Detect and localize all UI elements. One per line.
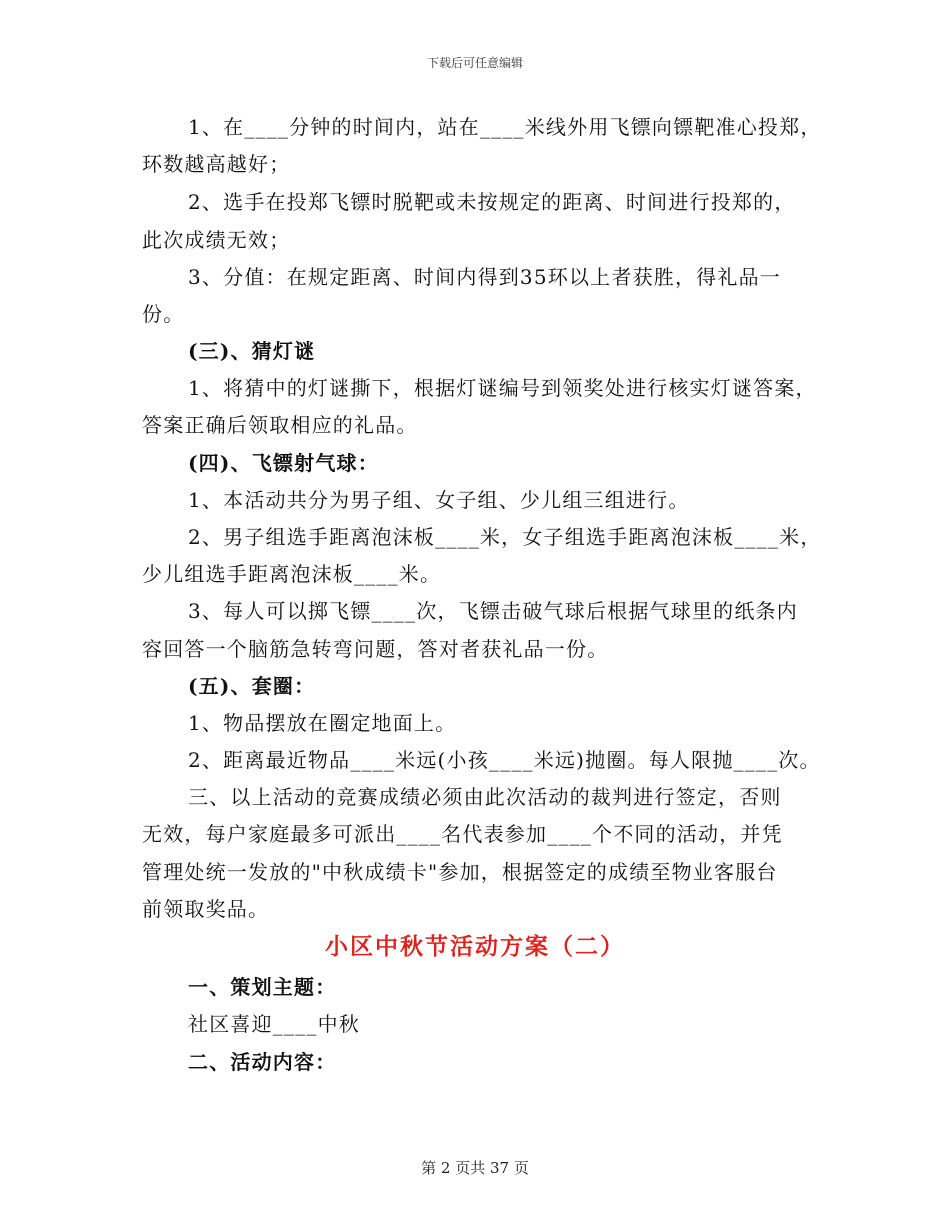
paragraph-line: 1、物品摆放在圈定地面上。 — [188, 711, 457, 735]
paragraph-line: 2、选手在投郑飞镖时脱靶或未按规定的距离、时间进行投郑的， — [188, 190, 796, 214]
paragraph-line: 此次成绩无效； — [142, 228, 291, 252]
subheading-dart-balloons: (四)、飞镖射气球： — [188, 451, 379, 475]
paragraph-line: 无效，每户家庭最多可派出____名代表参加____个不同的活动，并凭 — [142, 822, 783, 846]
paragraph-line: 容回答一个脑筋急转弯问题，答对者获礼品一份。 — [142, 637, 609, 661]
section-title: 小区中秋节活动方案（二） — [325, 933, 625, 960]
paragraph-line: 三、以上活动的竞赛成绩必须由此次活动的裁判进行签定，否则 — [188, 785, 782, 809]
paragraph-line: 1、将猜中的灯谜撕下，根据灯谜编号到领奖处进行核实灯谜答案， — [188, 376, 817, 400]
paragraph-line: 份。 — [142, 302, 185, 326]
page-header: 下载后可任意编辑 — [426, 56, 523, 70]
paragraph-line: 2、男子组选手距离泡沫板____米，女子组选手距离泡沫板____米， — [188, 525, 822, 549]
paragraph-line: 1、在____分钟的时间内，站在____米线外用飞镖向镖靶准心投郑， — [188, 115, 822, 139]
paragraph-line: 前领取奖品。 — [142, 897, 270, 921]
paragraph-line: 少儿组选手距离泡沫板____米。 — [142, 562, 442, 586]
subheading-content: 二、活动内容： — [188, 1050, 337, 1074]
subheading-theme: 一、策划主题： — [188, 975, 337, 999]
paragraph-line: 1、本活动共分为男子组、女子组、少儿组三组进行。 — [188, 488, 690, 512]
page-number: 第 2 页共 37 页 — [421, 1159, 529, 1177]
paragraph-line: 3、分值：在规定距离、时间内得到35环以上者获胜，得礼品一 — [188, 265, 781, 289]
paragraph-line: 管理处统一发放的"中秋成绩卡"参加，根据签定的成绩至物业客服台 — [142, 860, 778, 884]
subheading-lantern-riddles: (三)、猜灯谜 — [188, 339, 316, 363]
paragraph-line: 2、距离最近物品____米远(小孩____米远)抛圈。每人限抛____次。 — [188, 748, 821, 772]
paragraph-line: 社区喜迎____中秋 — [188, 1012, 360, 1036]
paragraph-line: 3、每人可以掷飞镖____次，飞镖击破气球后根据气球里的纸条内 — [188, 599, 798, 623]
subheading-ring-toss: (五)、套圈： — [188, 674, 316, 698]
paragraph-line: 环数越高越好； — [142, 152, 291, 176]
paragraph-line: 答案正确后领取相应的礼品。 — [142, 413, 418, 437]
